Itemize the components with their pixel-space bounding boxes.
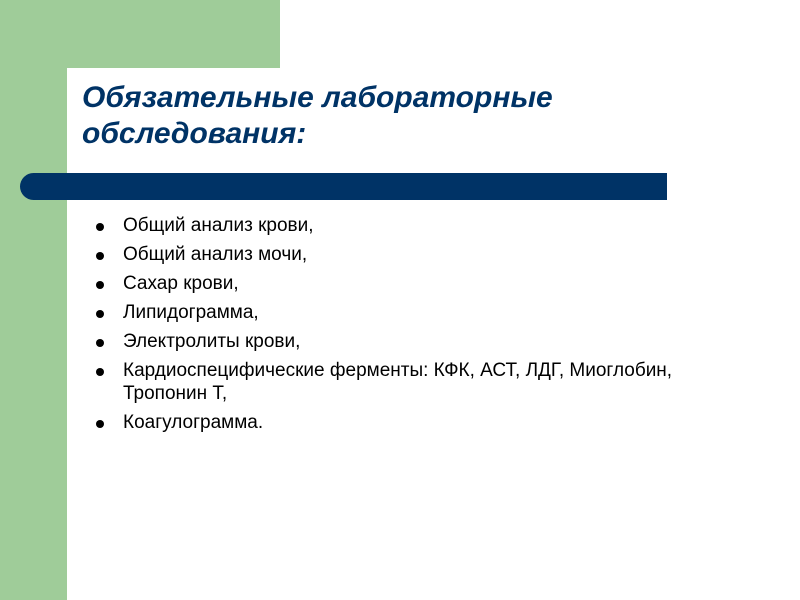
bullet-dot-icon bbox=[96, 339, 104, 347]
bullet-dot-icon bbox=[96, 252, 104, 260]
list-item-text: Сахар крови, bbox=[123, 273, 239, 294]
list-item-text: Кардиоспецифические ферменты: КФК, АСТ, ЛДГ, Миоглобин, Тропонин Т, bbox=[123, 360, 673, 404]
bullet-list bbox=[90, 214, 710, 440]
list-item bbox=[90, 214, 710, 237]
bullet-dot-icon bbox=[96, 310, 104, 318]
bullet-dot-icon bbox=[96, 420, 104, 428]
list-item bbox=[90, 301, 710, 324]
list-item-text: Липидограмма, bbox=[123, 302, 259, 323]
bullet-dot-icon bbox=[96, 281, 104, 289]
bullet-dot-icon bbox=[96, 368, 104, 376]
list-item-text: Коагулограмма. bbox=[123, 412, 264, 433]
list-item bbox=[90, 411, 710, 434]
list-item bbox=[90, 272, 710, 295]
bullet-dot-icon bbox=[96, 223, 104, 231]
list-item-text: Электролиты крови, bbox=[123, 331, 301, 352]
slide-title: Обязательные лабораторные обследования: bbox=[82, 81, 553, 150]
list-item bbox=[90, 243, 710, 266]
list-item-text: Общий анализ крови, bbox=[123, 215, 314, 236]
title-underline-bar bbox=[20, 173, 667, 200]
list-item bbox=[90, 330, 710, 353]
green-decor-left bbox=[0, 0, 67, 600]
list-item-text: Общий анализ мочи, bbox=[123, 244, 308, 265]
list-item bbox=[90, 359, 710, 405]
